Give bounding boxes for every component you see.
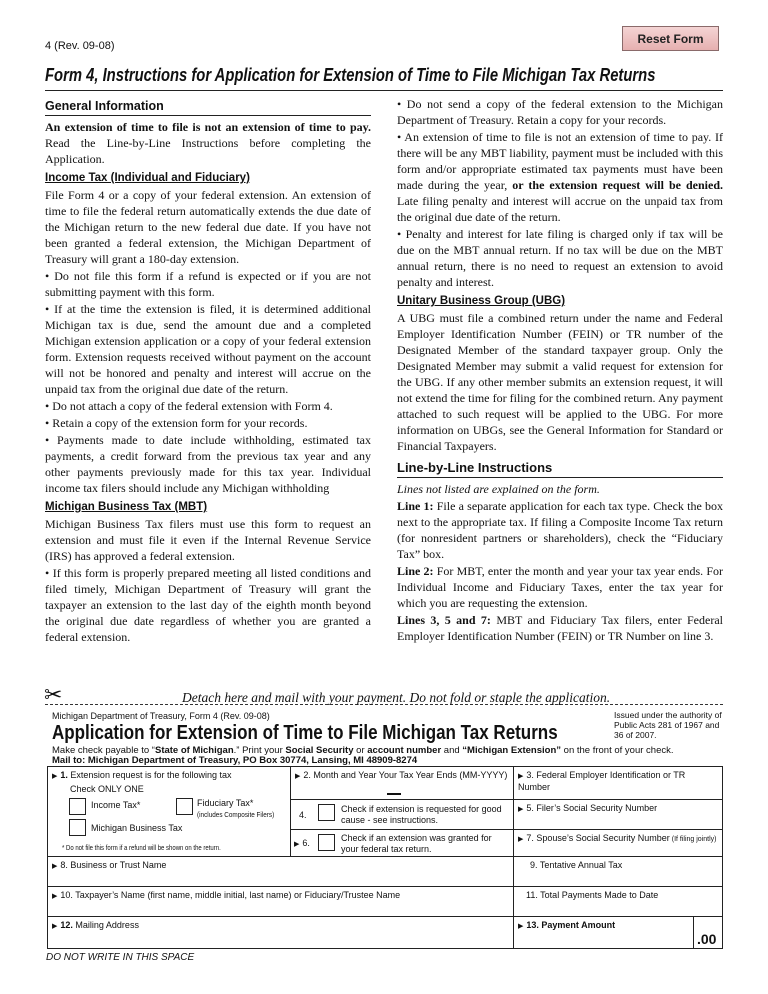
date-separator [387, 793, 401, 795]
text: and [441, 745, 463, 756]
fiduciary-tax-label: Fiduciary Tax* [197, 798, 254, 808]
application-form [0, 44, 768, 994]
scissors-icon: ✂ [44, 682, 63, 707]
general-bold: An extension of time to file is not an extension of time to pay. [45, 120, 371, 134]
arrow-icon: ▶ [52, 923, 58, 930]
arrow-icon: ▶ [52, 773, 58, 780]
form-revision: 4 (Rev. 09-08) [45, 40, 115, 52]
text: .” Print your [233, 745, 286, 756]
income-paragraph: File Form 4 or a copy of your federal extension. An extension of time to file the federal return automatically extends the due date of the Michigan return to the new federal due date. If you have not been granted a federal extension, the Michigan Department of Treasury will grant a 180-day extension. [45, 188, 371, 266]
field-3-fein[interactable] [513, 766, 723, 800]
ubg-heading: Unitary Business Group (UBG) [397, 295, 566, 307]
field-label: 10. Taxpayer’s Name (first name, middle initial, last name) or Fiduciary/Trustee Name [60, 890, 401, 900]
mbt-bullet: • Do not send a copy of the federal extension to the Michigan Department of Treasury. Retain a copy for your records. [397, 97, 723, 127]
arrow-icon: ▶ [518, 773, 524, 780]
fiduciary-tax-checkbox[interactable] [176, 798, 193, 815]
field-label: Check if an extension was granted for your federal tax return. [341, 833, 492, 854]
field-number: 4. [299, 810, 307, 820]
mbt-label: Michigan Business Tax [91, 823, 183, 833]
text: or [353, 745, 368, 756]
field-label: Check if extension is requested for good cause - see instructions. [341, 804, 502, 825]
reset-form-button[interactable]: Reset Form [622, 26, 719, 51]
bullet-text: • An extension of time to file is not an extension of time to pay. If there will be any MBT liability, payment must be included with this form and/or appropriate estimated tax payments must have been made during the year, [397, 130, 723, 192]
text: on the front of your check. [561, 745, 674, 756]
line-by-line-heading: Line-by-Line Instructions [397, 460, 723, 478]
line-label: Lines 3, 5 and 7: [397, 613, 491, 627]
field-label: 11. Total Payments Made to Date [526, 890, 659, 900]
field-7-spouse-ssn[interactable] [513, 829, 723, 857]
mbt-bullet: • Penalty and interest for late filing is charged only if tax will be due on the MBT annual return. If no tax will be due on the MBT annual return, there is no need to request an extension to avoid penalty and interest. [397, 227, 723, 289]
field-13-payment-amount[interactable] [513, 916, 694, 949]
field-label: 13. Payment Amount [526, 920, 616, 930]
arrow-icon: ▶ [52, 893, 58, 900]
ubg-paragraph: A UBG must file a combined return under the name and Federal Employer Identification Number (FEIN) or TR number of the Designated Member of the standard taxpayer group. Only the Designated Member may submit a valid request for extension for the UBG. If any other member submits an extension request, it will not extend the time for filing for the combined return. Any payment attached to such request will be applied to the UBG. For more information on UBGs, see the General Information for Standard or Financial Taxpayers. [397, 311, 723, 453]
income-tax-heading: Income Tax (Individual and Fiduciary) [45, 172, 250, 184]
text: account number [367, 745, 442, 756]
page-title: Form 4, Instructions for Application for Extension of Time to File Michigan Tax Returns [45, 64, 656, 85]
income-tax-checkbox[interactable] [69, 798, 86, 815]
line-text: For MBT, enter the month and year your tax year ends. For Individual Income and Fiduciary Taxes, enter the tax year for which you are requesting the extension. [397, 564, 723, 610]
general-rest: Read the Line-by-Line Instructions before completing the Application. [45, 136, 371, 166]
field-5-filer-ssn[interactable] [513, 799, 723, 830]
refund-note: * Do not file this form if a refund will be shown on the return. [62, 843, 221, 852]
form-department: Michigan Department of Treasury, Form 4 (Rev. 09-08) [52, 711, 270, 721]
mailing-instruction: Mail to: Michigan Department of Treasury, PO Box 30774, Lansing, MI 48909-8274 [52, 755, 418, 766]
field-label: 9. Tentative Annual Tax [530, 860, 623, 870]
do-not-write-notice: DO NOT WRITE IN THIS SPACE [46, 952, 195, 963]
income-bullet: • Do not attach a copy of the federal extension with Form 4. [45, 399, 333, 413]
field-label: 2. Month and Year Your Tax Year Ends (MM-YYYY) [303, 770, 508, 780]
arrow-icon: ▶ [294, 841, 300, 848]
arrow-icon: ▶ [518, 806, 524, 813]
field-number: 12. [60, 920, 73, 930]
field-12-mailing-address[interactable] [47, 916, 514, 949]
arrow-icon: ▶ [518, 836, 524, 843]
bullet-bold: or the extension request will be denied. [512, 178, 723, 192]
detach-instruction: Detach here and mail with your payment. Do not fold or staple the application. [182, 690, 611, 705]
arrow-icon: ▶ [52, 863, 58, 870]
federal-extension-checkbox[interactable] [318, 834, 335, 851]
arrow-icon: ▶ [518, 923, 524, 930]
good-cause-checkbox[interactable] [318, 804, 335, 821]
field-label: 3. Federal Employer Identification or TR Number [518, 770, 686, 792]
line-text: File a separate application for each tax type. Check the box next to the appropriate tax. If filing a Composite Income Tax return (for nonresident partners or shareholders), check the “Fiduciary Tax” box. [397, 499, 723, 561]
line-label: Line 2: [397, 564, 434, 578]
income-tax-label: Income Tax* [91, 800, 141, 810]
field-11-total-payments[interactable] [513, 886, 723, 917]
text: “Michigan Extension” [462, 745, 562, 756]
income-bullet: • Retain a copy of the extension form for your records. [45, 416, 308, 430]
field-8-business-name[interactable] [47, 856, 514, 887]
text: State of Michigan [154, 745, 234, 756]
line-label: Line 1: [397, 499, 434, 513]
field-2-tax-year-end[interactable] [290, 766, 514, 800]
field-label: 5. Filer’s Social Security Number [526, 803, 658, 813]
mbt-checkbox[interactable] [69, 819, 86, 836]
text: Make check payable to “ [52, 745, 155, 756]
arrow-icon: ▶ [295, 773, 301, 780]
field-10-taxpayer-name[interactable] [47, 886, 514, 917]
field-label: Extension request is for the following tax [70, 770, 232, 780]
line-text: MBT and Fiduciary Tax filers, enter Federal Employer Identification Number (FEIN) or TR Number on line 3. [397, 613, 723, 643]
mbt-heading: Michigan Business Tax (MBT) [45, 501, 208, 513]
field-note: (If filing jointly) [669, 836, 717, 843]
check-one-label: Check ONLY ONE [70, 784, 144, 794]
composite-note: (includes Composite Filers) [197, 810, 275, 819]
text: Social Security [285, 745, 354, 756]
income-bullet: • Do not file this form if a refund is expected or if you are not submitting payment with this form. [45, 269, 371, 299]
bullet-text: Late filing penalty and interest will accrue on the unpaid tax from the original due date of the return. [397, 194, 723, 224]
field-number: 6. [302, 838, 310, 848]
income-bullet: • If at the time the extension is filed, it is determined additional Michigan tax is due, send the amount due and a completed Michigan extension application or a copy of your federal extension form. Extension requests received without payment on the account will not be honored and penalty and interest will accrue on the unpaid tax from the original due date of the return. [45, 302, 371, 396]
line-note: Lines not listed are explained on the form. [397, 482, 600, 496]
field-label: 7. Spouse’s Social Security Number [526, 833, 670, 843]
mbt-bullet: • If this form is properly prepared meeting all listed conditions and filed timely, Michigan Department of Treasury will grant the taxpayer an extension to the last day of the eighth month beyond the original due date regardless of whether you are granted a federal extension. [45, 566, 371, 644]
field-9-tentative-tax[interactable] [513, 856, 723, 887]
field-label: 8. Business or Trust Name [60, 860, 167, 870]
field-label: Mailing Address [72, 920, 139, 930]
field-number: 1. [60, 770, 68, 780]
mbt-paragraph: Michigan Business Tax filers must use this form to request an extension and must file it even if the Internal Revenue Service (IRS) has approved a federal extension. [45, 517, 371, 563]
issued-authority: Issued under the authority of Public Acts 281 of 1967 and 36 of 2007. [614, 710, 722, 740]
payment-cents: .00 [693, 916, 723, 949]
application-title: Application for Extension of Time to File Michigan Tax Returns [52, 722, 558, 744]
income-bullet: • Payments made to date include withholding, estimated tax payments, a credit forward from the previous tax year and any other payments previously made for this tax year. Individual income tax filers should include any Michigan withholding [45, 433, 371, 495]
general-information-heading: General Information [45, 98, 371, 116]
